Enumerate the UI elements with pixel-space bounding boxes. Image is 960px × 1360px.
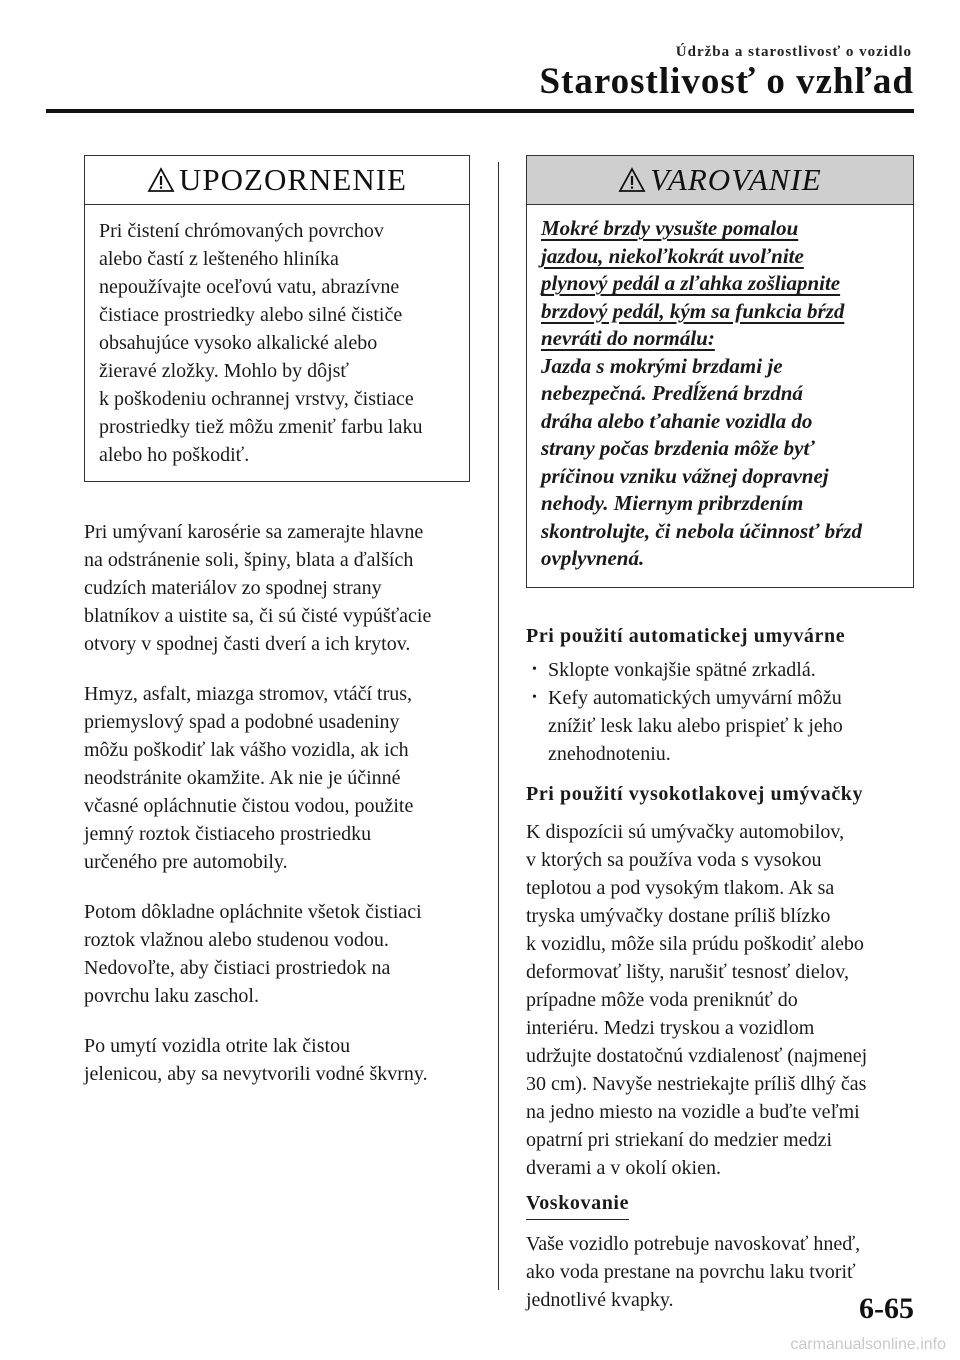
warning-underlined-line: brzdový pedál, kým sa funkcia bŕzd: [541, 298, 845, 323]
warning-line: príčinou vzniku vážnej dopravnej: [541, 463, 829, 488]
auto-wash-heading: Pri použití automatickej umyvárne: [526, 624, 846, 647]
caution-line: k poškodeniu ochrannej vrstvy, čistiace: [99, 388, 414, 410]
left-column: [84, 155, 470, 1088]
caution-header: [85, 156, 469, 205]
caution-line: Pri čistení chrómovaných povrchov: [99, 220, 384, 242]
text-line: K dispozícii sú umývačky automobilov,: [526, 820, 845, 843]
warning-line: strany počas brzdenia môže byť: [541, 436, 815, 460]
paragraph-insects-tar: [84, 680, 470, 876]
warning-heading: VAROVANIE: [650, 162, 822, 197]
text-line: ako voda prestane na povrchu laku tvoriť: [526, 1260, 856, 1283]
right-column: [526, 155, 914, 1314]
section-header: Údržba a starostlivosť o vozidlo: [675, 44, 912, 60]
text-line: 30 cm). Navyše nestriekajte príliš dlhý čas: [526, 1072, 867, 1095]
list-item: [526, 656, 914, 684]
column-divider: [498, 162, 499, 1290]
caution-line: alebo ho poškodiť.: [99, 444, 250, 466]
warning-underlined-line: jazdou, niekoľkokrát uvoľnite: [541, 243, 804, 268]
text-line: dverami a v okolí okien.: [526, 1156, 721, 1179]
text-line: k vozidlu, môže sila prúdu poškodiť alebo: [526, 932, 864, 955]
text-line: na jedno miesto na vozidle a buďte veľmi: [526, 1100, 860, 1123]
warning-triangle-icon: [147, 167, 175, 193]
text-line: • Kefy automatických umyvární môžu: [548, 686, 842, 709]
text-line: prípadne môže voda preniknúť do: [526, 988, 798, 1011]
text-line: jemný roztok čistiaceho prostriedku: [84, 823, 372, 845]
auto-wash-list: [526, 656, 914, 768]
page-number: 6-65: [859, 1292, 914, 1325]
list-item: [526, 684, 914, 768]
header-rule: [46, 109, 914, 113]
caution-line: prostriedky tiež môžu zmeniť farbu laku: [99, 416, 423, 438]
footer-watermark[interactable]: carmanualsonline.info: [790, 1336, 946, 1353]
warning-line: Jazda s mokrými brzdami je: [541, 353, 783, 378]
text-line: jednotlivé kvapky.: [526, 1288, 674, 1311]
waxing-heading: Voskovanie: [526, 1192, 629, 1220]
text-line: tryska umývačky dostane príliš blízko: [526, 904, 831, 927]
text-line: otvory v spodnej časti dverí a ich krytov.: [84, 633, 411, 655]
text-line: interiéru. Medzi tryskou a vozidlom: [526, 1016, 815, 1039]
warning-text: [527, 205, 913, 587]
paragraph-chamois: [84, 1032, 470, 1088]
pressure-wash-heading: Pri použití vysokotlakovej umývačky: [526, 782, 864, 805]
warning-underlined-line: nevráti do normálu:: [541, 326, 715, 350]
text-line: neodstránite okamžite. Ak nie je účinné: [84, 767, 401, 789]
text-line: opatrní pri striekaní do medzier medzi: [526, 1128, 833, 1151]
text-line: udržujte dostatočnú vzdialenosť (najmenej: [526, 1044, 868, 1067]
warning-underlined-line: plynový pedál a zľahka zošliapnite: [541, 271, 841, 295]
text-line: teplotou a pod vysokým tlakom. Ak sa: [526, 876, 835, 899]
warning-line: dráha alebo ťahanie vozidla do: [541, 408, 813, 433]
text-line: deformovať lišty, narušiť tesnosť dielov,: [526, 960, 849, 983]
warning-underlined-line: Mokré brzdy vysušte pomalou: [541, 216, 799, 240]
text-line: Potom dôkladne opláchnite všetok čistiaci: [84, 901, 422, 923]
caution-box: [84, 155, 470, 482]
caution-line: obsahujúce vysoko alkalické alebo: [99, 332, 378, 354]
text-line: znížiť lesk laku alebo prispieť k jeho: [548, 714, 843, 737]
text-line: Nedovoľte, aby čistiaci prostriedok na: [84, 957, 391, 979]
waxing-heading-wrap: [526, 1192, 914, 1220]
text-line: Po umytí vozidla otrite lak čistou: [84, 1035, 351, 1057]
caution-heading: UPOZORNENIE: [179, 162, 407, 197]
caution-line: alebo častí z lešteného hliníka: [99, 248, 339, 270]
text-line: Vaše vozidlo potrebuje navoskovať hneď,: [526, 1232, 861, 1255]
text-line: jelenicou, aby sa nevytvorili vodné škvrny.: [84, 1063, 428, 1085]
warning-triangle-icon: [618, 167, 646, 193]
text-line: môžu poškodiť lak vášho vozidla, ak ich: [84, 739, 409, 761]
text-line: roztok vlažnou alebo studenou vodou.: [84, 929, 389, 951]
warning-line: nebezpečná. Predĺžená brzdná: [541, 381, 803, 405]
warning-line: ovplyvnená.: [541, 546, 645, 570]
warning-box: [526, 155, 914, 588]
page-title: Starostlivosť o vzhľad: [539, 61, 914, 102]
text-line: blatníkov a uistite sa, či sú čisté vypúšťacie: [84, 605, 432, 627]
text-line: cudzích materiálov zo spodnej strany: [84, 577, 382, 599]
paragraph-rinse: [84, 898, 470, 1010]
text-line: včasné opláchnutie čistou vodou, použite: [84, 795, 414, 817]
caution-line: žieravé zložky. Mohlo by dôjsť: [99, 360, 349, 382]
text-line: Hmyz, asfalt, miazga stromov, vtáčí trus,: [84, 683, 413, 705]
text-line: priemyslový spad a podobné usadeniny: [84, 711, 400, 733]
warning-line: nehody. Miernym pribrzdením: [541, 491, 804, 515]
text-line: Pri umývaní karosérie sa zamerajte hlavne: [84, 521, 424, 543]
warning-line: skontrolujte, či nebola účinnosť bŕzd: [541, 518, 862, 543]
warning-header: [527, 156, 913, 205]
waxing-text: [526, 1230, 914, 1314]
text-line: v ktorých sa používa voda s vysokou: [526, 848, 822, 871]
caution-line: nepoužívajte oceľovú vatu, abrazívne: [99, 276, 400, 298]
text-line: povrchu laku zaschol.: [84, 985, 259, 1007]
paragraph-body-wash: [84, 518, 470, 658]
text-line: na odstránenie soli, špiny, blata a ďalších: [84, 549, 414, 571]
text-line: znehodnoteniu.: [548, 742, 671, 765]
text-line: • Sklopte vonkajšie spätné zrkadlá.: [548, 658, 816, 681]
pressure-wash-text: [526, 818, 914, 1182]
caution-line: čistiace prostriedky alebo silné čističe: [99, 304, 403, 326]
caution-text: [85, 205, 469, 481]
text-line: určeného pre automobily.: [84, 851, 288, 873]
